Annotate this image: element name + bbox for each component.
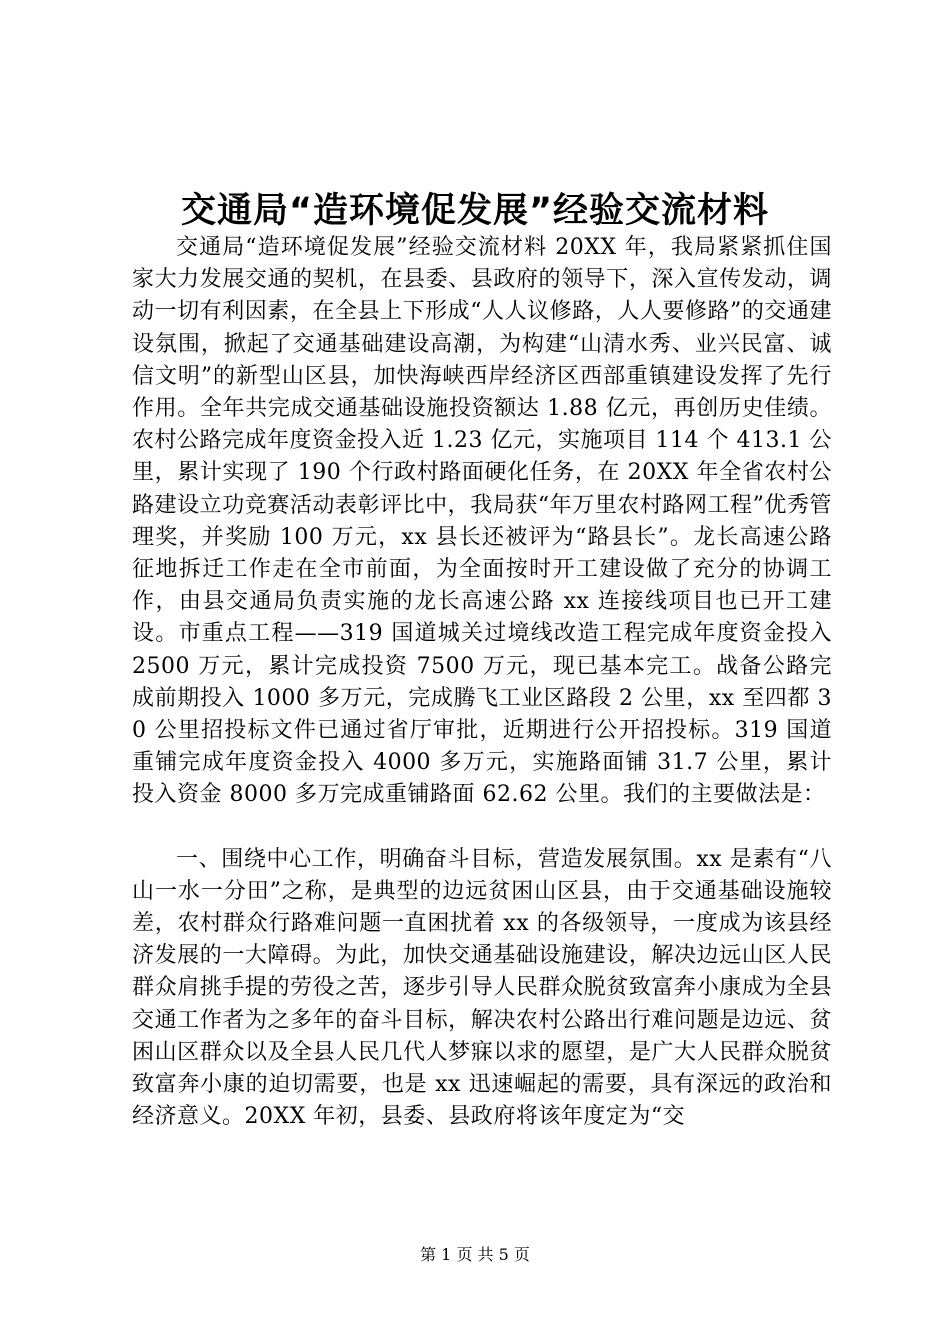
page-title: 交通局“造环境促发展”经验交流材料 xyxy=(180,191,769,231)
page-number-footer: 第 1 页 共 5 页 xyxy=(420,1245,530,1264)
document-body xyxy=(132,232,832,1133)
paragraph-intro: 交通局“造环境促发展”经验交流材料 20XX 年，我局紧紧抓住国家大力发展交通的契机，在县委、县政府的领导下，深入宣传发动，调动一切有利因素，在全县上下形成“人人议修路，人人要修路”的交通建设氛围，掀起了交通基础建设高潮，为构建“山清水秀、业兴民富、诚信文明”的新型山区县，加快海峡西岸经济区西部重镇建设发挥了先行作用。全年共完成交通基础设施投资额达 1.88 亿元，再创历史佳绩。农村公路完成年度资金投入近 1.23 亿元，实施项目 114 个 413.1 公里，累计实现了 190 个行政村路面硬化任务，在 20XX 年全省农村公路建设立功竞赛活动表彰评比中，我局获“年万里农村路网工程”优秀管理奖，并奖励 100 万元，xx 县长还被评为“路县长”。龙长高速公路征地拆迁工作走在全市前面，为全面按时开工建设做了充分的协调工作，由县交通局负责实施的龙长高速公路 xx 连接线项目也已开工建设。市重点工程——319 国道城关过境线改造工程完成年度资金投入 2500 万元，累计完成投资 7500 万元，现已基本完工。战备公路完成前期投入 1000 多万元，完成腾飞工业区路段 2 公里，xx 至四都 30 公里招投标文件已通过省厅审批，近期进行公开招投标。319 国道重铺完成年度资金投入 4000 多万元，实施路面铺 31.7 公里，累计投入资金 8000 多万完成重铺路面 62.62 公里。我们的主要做法是： xyxy=(132,235,832,808)
paragraph-section-one: 一、围绕中心工作，明确奋斗目标，营造发展氛围。xx 是素有“八山一水一分田”之称，是典型的边远贫困山区县，由于交通基础设施较差，农村群众行路难问题一直困扰着 xx 的各级领导，一度成为该县经济发展的一大障碍。为此，加快交通基础设施建设，解决边远山区人民群众肩挑手提的劳役之苦，逐步引导人民群众脱贫致富奔小康成为全县交通工作者为之多年的奋斗目标，解决农村公路出行难问题是边远、贫困山区群众以及全县人民几代人梦寐以求的愿望，是广大人民群众脱贫致富奔小康的迫切需要，也是 xx 迅速崛起的需要，具有深远的政治和经济意义。20XX 年初，县委、县政府将该年度定为“交 xyxy=(132,846,832,1130)
